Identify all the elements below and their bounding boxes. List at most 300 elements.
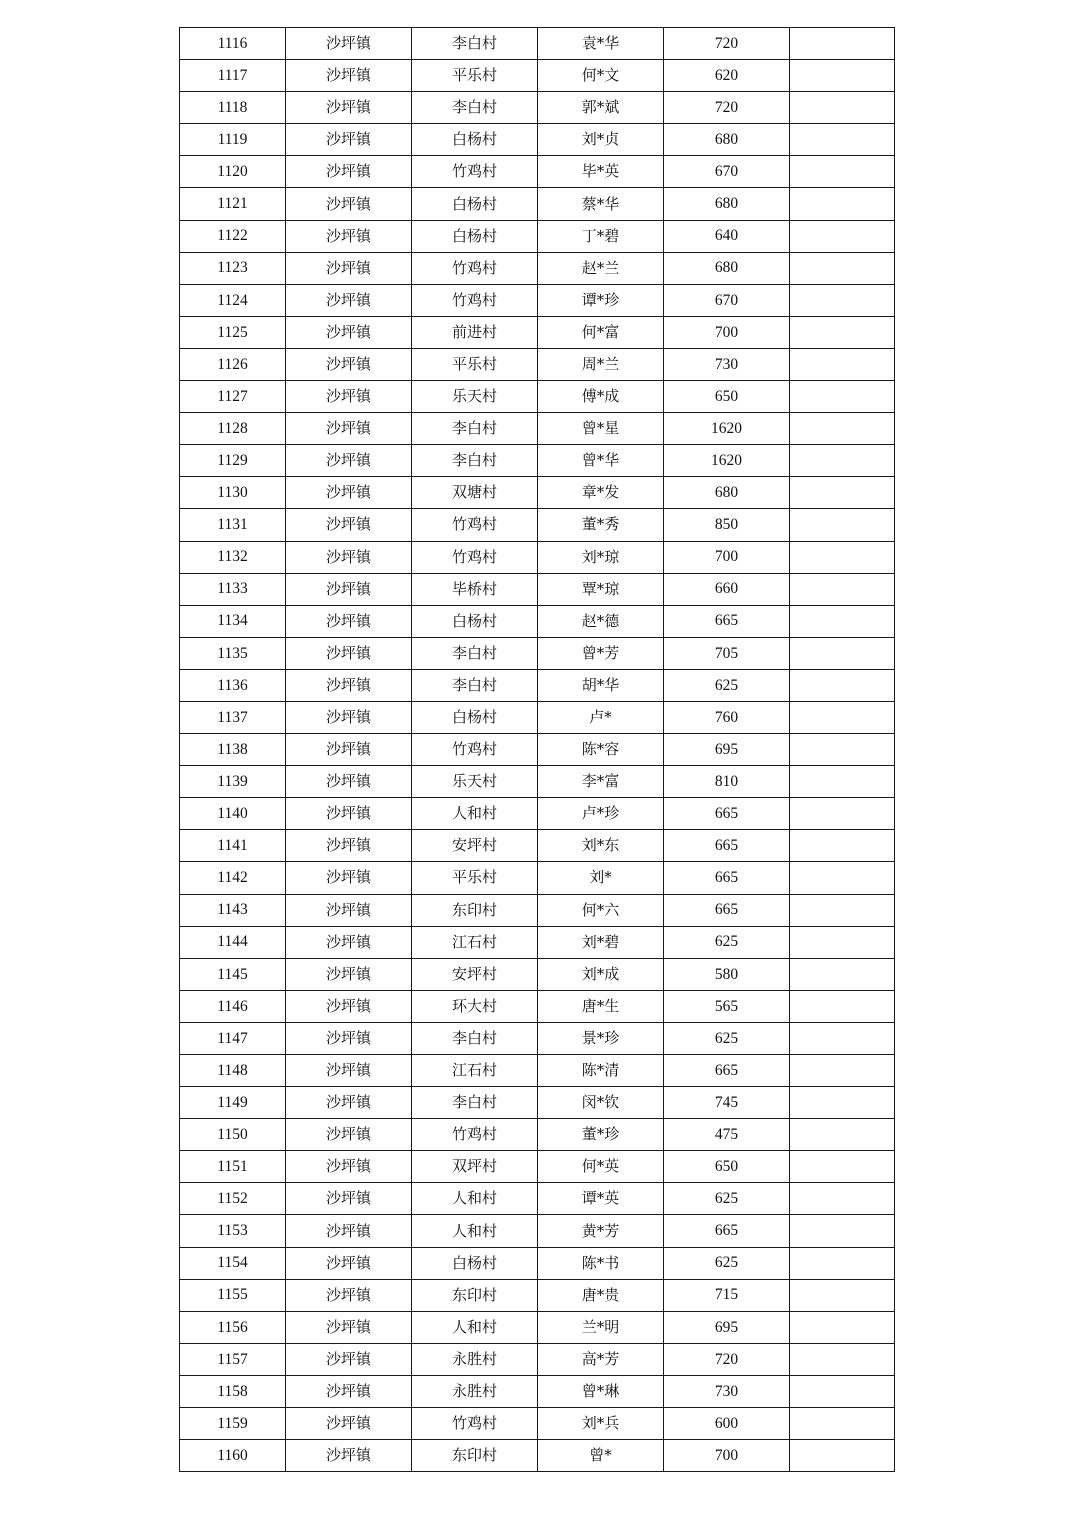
- remark-cell: [790, 926, 895, 958]
- village-cell: 安坪村: [412, 830, 538, 862]
- remark-cell: [790, 798, 895, 830]
- serial-number-cell: 1152: [180, 1183, 286, 1215]
- village-cell: 竹鸡村: [412, 1408, 538, 1440]
- name-cell: 赵*兰: [538, 252, 664, 284]
- name-cell: 覃*琼: [538, 573, 664, 605]
- village-cell: 双坪村: [412, 1151, 538, 1183]
- village-cell: 白杨村: [412, 605, 538, 637]
- table-row: [180, 1119, 895, 1151]
- village-cell: 竹鸡村: [412, 1119, 538, 1151]
- remark-cell: [790, 60, 895, 92]
- serial-number-cell: 1119: [180, 124, 286, 156]
- village-cell: 东印村: [412, 1440, 538, 1472]
- village-cell: 李白村: [412, 1087, 538, 1119]
- name-cell: 曾*琳: [538, 1375, 664, 1407]
- village-cell: 竹鸡村: [412, 284, 538, 316]
- town-cell: 沙坪镇: [286, 445, 412, 477]
- village-cell: 东印村: [412, 894, 538, 926]
- name-cell: 刘*东: [538, 830, 664, 862]
- name-cell: 何*文: [538, 60, 664, 92]
- serial-number-cell: 1129: [180, 445, 286, 477]
- village-cell: 李白村: [412, 1022, 538, 1054]
- town-cell: 沙坪镇: [286, 734, 412, 766]
- town-cell: 沙坪镇: [286, 798, 412, 830]
- village-cell: 双塘村: [412, 477, 538, 509]
- remark-cell: [790, 156, 895, 188]
- remark-cell: [790, 766, 895, 798]
- serial-number-cell: 1126: [180, 348, 286, 380]
- amount-cell: 625: [664, 1247, 790, 1279]
- amount-cell: 745: [664, 1087, 790, 1119]
- serial-number-cell: 1157: [180, 1343, 286, 1375]
- remark-cell: [790, 220, 895, 252]
- amount-cell: 730: [664, 348, 790, 380]
- serial-number-cell: 1154: [180, 1247, 286, 1279]
- village-cell: 竹鸡村: [412, 509, 538, 541]
- serial-number-cell: 1150: [180, 1119, 286, 1151]
- amount-cell: 665: [664, 798, 790, 830]
- remark-cell: [790, 1183, 895, 1215]
- remark-cell: [790, 605, 895, 637]
- name-cell: 董*秀: [538, 509, 664, 541]
- name-cell: 刘*碧: [538, 926, 664, 958]
- village-cell: 毕桥村: [412, 573, 538, 605]
- table-row: [180, 1247, 895, 1279]
- town-cell: 沙坪镇: [286, 541, 412, 573]
- name-cell: 景*珍: [538, 1022, 664, 1054]
- name-cell: 兰*明: [538, 1311, 664, 1343]
- remark-cell: [790, 637, 895, 669]
- town-cell: 沙坪镇: [286, 509, 412, 541]
- remark-cell: [790, 252, 895, 284]
- serial-number-cell: 1137: [180, 701, 286, 733]
- town-cell: 沙坪镇: [286, 284, 412, 316]
- town-cell: 沙坪镇: [286, 1247, 412, 1279]
- town-cell: 沙坪镇: [286, 188, 412, 220]
- table-row: [180, 798, 895, 830]
- name-cell: 何*英: [538, 1151, 664, 1183]
- serial-number-cell: 1120: [180, 156, 286, 188]
- town-cell: 沙坪镇: [286, 28, 412, 60]
- village-cell: 竹鸡村: [412, 541, 538, 573]
- village-cell: 平乐村: [412, 348, 538, 380]
- town-cell: 沙坪镇: [286, 669, 412, 701]
- town-cell: 沙坪镇: [286, 1311, 412, 1343]
- amount-cell: 665: [664, 862, 790, 894]
- name-cell: 唐*生: [538, 990, 664, 1022]
- name-cell: 赵*德: [538, 605, 664, 637]
- serial-number-cell: 1143: [180, 894, 286, 926]
- serial-number-cell: 1136: [180, 669, 286, 701]
- table-row: [180, 477, 895, 509]
- village-cell: 竹鸡村: [412, 156, 538, 188]
- amount-cell: 715: [664, 1279, 790, 1311]
- serial-number-cell: 1139: [180, 766, 286, 798]
- serial-number-cell: 1140: [180, 798, 286, 830]
- table-row: [180, 1279, 895, 1311]
- town-cell: 沙坪镇: [286, 1215, 412, 1247]
- town-cell: 沙坪镇: [286, 1375, 412, 1407]
- serial-number-cell: 1130: [180, 477, 286, 509]
- town-cell: 沙坪镇: [286, 1055, 412, 1087]
- table-row: [180, 1408, 895, 1440]
- table-row: [180, 284, 895, 316]
- serial-number-cell: 1151: [180, 1151, 286, 1183]
- table-row: [180, 92, 895, 124]
- remark-cell: [790, 541, 895, 573]
- amount-cell: 695: [664, 734, 790, 766]
- table-row: [180, 1087, 895, 1119]
- village-cell: 白杨村: [412, 220, 538, 252]
- serial-number-cell: 1118: [180, 92, 286, 124]
- table-row: [180, 348, 895, 380]
- remark-cell: [790, 701, 895, 733]
- amount-cell: 665: [664, 1055, 790, 1087]
- amount-cell: 680: [664, 124, 790, 156]
- remark-cell: [790, 1440, 895, 1472]
- table-row: [180, 252, 895, 284]
- remark-cell: [790, 381, 895, 413]
- village-cell: 李白村: [412, 445, 538, 477]
- name-cell: 毕*英: [538, 156, 664, 188]
- name-cell: 丁*碧: [538, 220, 664, 252]
- remark-cell: [790, 1279, 895, 1311]
- village-cell: 永胜村: [412, 1343, 538, 1375]
- remark-cell: [790, 316, 895, 348]
- town-cell: 沙坪镇: [286, 124, 412, 156]
- town-cell: 沙坪镇: [286, 573, 412, 605]
- town-cell: 沙坪镇: [286, 990, 412, 1022]
- table-row: [180, 734, 895, 766]
- serial-number-cell: 1117: [180, 60, 286, 92]
- village-cell: 平乐村: [412, 862, 538, 894]
- amount-cell: 650: [664, 381, 790, 413]
- village-cell: 白杨村: [412, 701, 538, 733]
- village-cell: 永胜村: [412, 1375, 538, 1407]
- remark-cell: [790, 894, 895, 926]
- town-cell: 沙坪镇: [286, 413, 412, 445]
- amount-cell: 665: [664, 1215, 790, 1247]
- serial-number-cell: 1142: [180, 862, 286, 894]
- serial-number-cell: 1159: [180, 1408, 286, 1440]
- amount-cell: 700: [664, 541, 790, 573]
- amount-cell: 640: [664, 220, 790, 252]
- name-cell: 卢*: [538, 701, 664, 733]
- remark-cell: [790, 445, 895, 477]
- name-cell: 陈*容: [538, 734, 664, 766]
- table-row: [180, 445, 895, 477]
- amount-cell: 625: [664, 926, 790, 958]
- remark-cell: [790, 958, 895, 990]
- remark-cell: [790, 284, 895, 316]
- village-cell: 东印村: [412, 1279, 538, 1311]
- amount-cell: 665: [664, 830, 790, 862]
- town-cell: 沙坪镇: [286, 958, 412, 990]
- village-cell: 安坪村: [412, 958, 538, 990]
- amount-cell: 850: [664, 509, 790, 541]
- table-row: [180, 1022, 895, 1054]
- town-cell: 沙坪镇: [286, 605, 412, 637]
- town-cell: 沙坪镇: [286, 1151, 412, 1183]
- amount-cell: 680: [664, 477, 790, 509]
- table-row: [180, 124, 895, 156]
- serial-number-cell: 1131: [180, 509, 286, 541]
- serial-number-cell: 1145: [180, 958, 286, 990]
- remark-cell: [790, 1055, 895, 1087]
- remark-cell: [790, 1087, 895, 1119]
- table-row: [180, 990, 895, 1022]
- name-cell: 曾*芳: [538, 637, 664, 669]
- amount-cell: 730: [664, 1375, 790, 1407]
- remark-cell: [790, 1247, 895, 1279]
- amount-cell: 1620: [664, 413, 790, 445]
- name-cell: 曾*星: [538, 413, 664, 445]
- amount-cell: 665: [664, 605, 790, 637]
- remark-cell: [790, 830, 895, 862]
- serial-number-cell: 1156: [180, 1311, 286, 1343]
- town-cell: 沙坪镇: [286, 637, 412, 669]
- name-cell: 唐*贵: [538, 1279, 664, 1311]
- name-cell: 曾*: [538, 1440, 664, 1472]
- table-row: [180, 637, 895, 669]
- name-cell: 陈*清: [538, 1055, 664, 1087]
- serial-number-cell: 1133: [180, 573, 286, 605]
- name-cell: 蔡*华: [538, 188, 664, 220]
- amount-cell: 600: [664, 1408, 790, 1440]
- village-cell: 江石村: [412, 926, 538, 958]
- table-row: [180, 766, 895, 798]
- serial-number-cell: 1141: [180, 830, 286, 862]
- town-cell: 沙坪镇: [286, 862, 412, 894]
- amount-cell: 580: [664, 958, 790, 990]
- serial-number-cell: 1124: [180, 284, 286, 316]
- town-cell: 沙坪镇: [286, 1022, 412, 1054]
- town-cell: 沙坪镇: [286, 1087, 412, 1119]
- remark-cell: [790, 1215, 895, 1247]
- serial-number-cell: 1155: [180, 1279, 286, 1311]
- serial-number-cell: 1116: [180, 28, 286, 60]
- remark-cell: [790, 1311, 895, 1343]
- table-row: [180, 926, 895, 958]
- town-cell: 沙坪镇: [286, 92, 412, 124]
- amount-cell: 700: [664, 316, 790, 348]
- serial-number-cell: 1135: [180, 637, 286, 669]
- town-cell: 沙坪镇: [286, 830, 412, 862]
- village-cell: 环大村: [412, 990, 538, 1022]
- town-cell: 沙坪镇: [286, 1279, 412, 1311]
- remark-cell: [790, 1343, 895, 1375]
- serial-number-cell: 1158: [180, 1375, 286, 1407]
- village-cell: 白杨村: [412, 188, 538, 220]
- town-cell: 沙坪镇: [286, 60, 412, 92]
- amount-cell: 625: [664, 1183, 790, 1215]
- village-cell: 人和村: [412, 1215, 538, 1247]
- records-table: [179, 27, 895, 1472]
- name-cell: 谭*珍: [538, 284, 664, 316]
- remark-cell: [790, 1119, 895, 1151]
- remark-cell: [790, 669, 895, 701]
- serial-number-cell: 1121: [180, 188, 286, 220]
- village-cell: 江石村: [412, 1055, 538, 1087]
- table-row: [180, 669, 895, 701]
- town-cell: 沙坪镇: [286, 926, 412, 958]
- table-row: [180, 1343, 895, 1375]
- amount-cell: 760: [664, 701, 790, 733]
- amount-cell: 680: [664, 252, 790, 284]
- remark-cell: [790, 1022, 895, 1054]
- town-cell: 沙坪镇: [286, 1440, 412, 1472]
- name-cell: 何*六: [538, 894, 664, 926]
- name-cell: 刘*成: [538, 958, 664, 990]
- serial-number-cell: 1147: [180, 1022, 286, 1054]
- serial-number-cell: 1148: [180, 1055, 286, 1087]
- town-cell: 沙坪镇: [286, 220, 412, 252]
- table-row: [180, 958, 895, 990]
- name-cell: 陈*书: [538, 1247, 664, 1279]
- name-cell: 周*兰: [538, 348, 664, 380]
- table-row: [180, 220, 895, 252]
- remark-cell: [790, 124, 895, 156]
- remark-cell: [790, 734, 895, 766]
- name-cell: 刘*琼: [538, 541, 664, 573]
- name-cell: 傅*成: [538, 381, 664, 413]
- name-cell: 卢*珍: [538, 798, 664, 830]
- name-cell: 高*芳: [538, 1343, 664, 1375]
- name-cell: 章*发: [538, 477, 664, 509]
- table-row: [180, 28, 895, 60]
- serial-number-cell: 1138: [180, 734, 286, 766]
- table-row: [180, 1440, 895, 1472]
- amount-cell: 565: [664, 990, 790, 1022]
- serial-number-cell: 1153: [180, 1215, 286, 1247]
- village-cell: 竹鸡村: [412, 252, 538, 284]
- table-row: [180, 541, 895, 573]
- village-cell: 李白村: [412, 637, 538, 669]
- town-cell: 沙坪镇: [286, 701, 412, 733]
- remark-cell: [790, 92, 895, 124]
- amount-cell: 665: [664, 894, 790, 926]
- remark-cell: [790, 28, 895, 60]
- amount-cell: 650: [664, 1151, 790, 1183]
- table-row: [180, 1311, 895, 1343]
- table-row: [180, 1151, 895, 1183]
- name-cell: 黄*芳: [538, 1215, 664, 1247]
- remark-cell: [790, 573, 895, 605]
- serial-number-cell: 1134: [180, 605, 286, 637]
- serial-number-cell: 1128: [180, 413, 286, 445]
- village-cell: 乐天村: [412, 381, 538, 413]
- table-row: [180, 316, 895, 348]
- remark-cell: [790, 413, 895, 445]
- amount-cell: 810: [664, 766, 790, 798]
- table-row: [180, 605, 895, 637]
- town-cell: 沙坪镇: [286, 1408, 412, 1440]
- remark-cell: [790, 1151, 895, 1183]
- amount-cell: 705: [664, 637, 790, 669]
- town-cell: 沙坪镇: [286, 1183, 412, 1215]
- town-cell: 沙坪镇: [286, 252, 412, 284]
- town-cell: 沙坪镇: [286, 894, 412, 926]
- village-cell: 乐天村: [412, 766, 538, 798]
- village-cell: 李白村: [412, 413, 538, 445]
- table-row: [180, 509, 895, 541]
- table-row: [180, 1183, 895, 1215]
- amount-cell: 720: [664, 92, 790, 124]
- table-row: [180, 60, 895, 92]
- town-cell: 沙坪镇: [286, 316, 412, 348]
- village-cell: 李白村: [412, 92, 538, 124]
- amount-cell: 620: [664, 60, 790, 92]
- town-cell: 沙坪镇: [286, 156, 412, 188]
- name-cell: 郭*斌: [538, 92, 664, 124]
- serial-number-cell: 1160: [180, 1440, 286, 1472]
- name-cell: 刘*贞: [538, 124, 664, 156]
- serial-number-cell: 1123: [180, 252, 286, 284]
- name-cell: 曾*华: [538, 445, 664, 477]
- amount-cell: 625: [664, 1022, 790, 1054]
- name-cell: 闵*钦: [538, 1087, 664, 1119]
- serial-number-cell: 1132: [180, 541, 286, 573]
- serial-number-cell: 1125: [180, 316, 286, 348]
- name-cell: 刘*: [538, 862, 664, 894]
- remark-cell: [790, 509, 895, 541]
- amount-cell: 670: [664, 284, 790, 316]
- remark-cell: [790, 477, 895, 509]
- serial-number-cell: 1127: [180, 381, 286, 413]
- serial-number-cell: 1149: [180, 1087, 286, 1119]
- amount-cell: 660: [664, 573, 790, 605]
- table-row: [180, 381, 895, 413]
- amount-cell: 695: [664, 1311, 790, 1343]
- town-cell: 沙坪镇: [286, 477, 412, 509]
- table-row: [180, 1375, 895, 1407]
- town-cell: 沙坪镇: [286, 766, 412, 798]
- amount-cell: 1620: [664, 445, 790, 477]
- village-cell: 前进村: [412, 316, 538, 348]
- table-row: [180, 573, 895, 605]
- name-cell: 刘*兵: [538, 1408, 664, 1440]
- amount-cell: 475: [664, 1119, 790, 1151]
- remark-cell: [790, 862, 895, 894]
- name-cell: 何*富: [538, 316, 664, 348]
- records-body: [180, 28, 895, 1472]
- table-row: [180, 894, 895, 926]
- village-cell: 竹鸡村: [412, 734, 538, 766]
- village-cell: 李白村: [412, 28, 538, 60]
- amount-cell: 680: [664, 188, 790, 220]
- amount-cell: 720: [664, 28, 790, 60]
- town-cell: 沙坪镇: [286, 381, 412, 413]
- remark-cell: [790, 1375, 895, 1407]
- table-row: [180, 701, 895, 733]
- village-cell: 白杨村: [412, 124, 538, 156]
- town-cell: 沙坪镇: [286, 348, 412, 380]
- table-row: [180, 1055, 895, 1087]
- remark-cell: [790, 188, 895, 220]
- amount-cell: 700: [664, 1440, 790, 1472]
- name-cell: 胡*华: [538, 669, 664, 701]
- remark-cell: [790, 1408, 895, 1440]
- name-cell: 李*富: [538, 766, 664, 798]
- town-cell: 沙坪镇: [286, 1343, 412, 1375]
- name-cell: 董*珍: [538, 1119, 664, 1151]
- table-row: [180, 413, 895, 445]
- village-cell: 人和村: [412, 1311, 538, 1343]
- table-row: [180, 862, 895, 894]
- village-cell: 平乐村: [412, 60, 538, 92]
- table-row: [180, 156, 895, 188]
- serial-number-cell: 1122: [180, 220, 286, 252]
